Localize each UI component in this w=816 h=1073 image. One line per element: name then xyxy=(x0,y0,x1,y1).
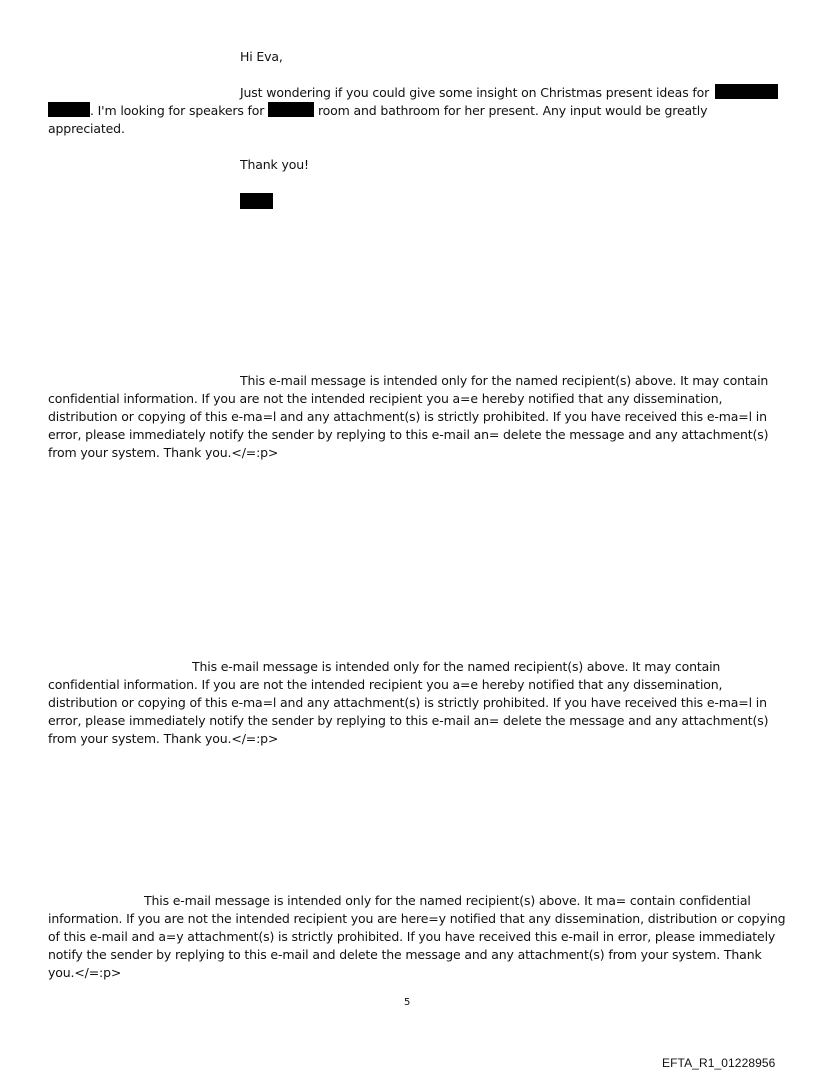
email-thanks: Thank you! xyxy=(240,157,309,172)
signature-redaction-box xyxy=(240,193,273,209)
disclaimer-3-line: of this e-mail and a=y attachment(s) is strictly prohibited. If you have received this e-mail in error, please immediately xyxy=(48,929,776,944)
email-body-line-3: appreciated. xyxy=(48,121,125,136)
email-body-text-1: Just wondering if you could give some insight on Christmas present ideas for xyxy=(240,85,710,100)
disclaimer-1-line: distribution or copying of this e-ma=l and any attachment(s) is strictly prohibited. If you have received this e-ma=l in xyxy=(48,409,767,424)
disclaimer-1-first-line: This e-mail message is intended only for the named recipient(s) above. It may contain xyxy=(240,373,769,388)
email-body-text-3: room and bathroom for her present. Any input would be greatly xyxy=(317,103,708,118)
disclaimer-2-line: from your system. Thank you.</=:p> xyxy=(48,731,279,746)
disclaimer-2-first-line: This e-mail message is intended only for the named recipient(s) above. It may contain xyxy=(192,659,721,674)
disclaimer-3-line: notify the sender by replying to this e-mail and delete the message and any attachment(s) from your system. Thank xyxy=(48,947,762,962)
disclaimer-3-line: you.</=:p> xyxy=(48,965,122,980)
disclaimer-1-line: error, please immediately notify the sender by replying to this e-mail an= delete the message and any attachment(s) xyxy=(48,427,769,442)
bates-number: EFTA_R1_01228956 xyxy=(662,1056,776,1070)
email-body-text-2: . I'm looking for speakers for xyxy=(90,103,265,118)
disclaimer-1-line: confidential information. If you are not the intended recipient you a=e hereby notified that any dissemination, xyxy=(48,391,723,406)
disclaimer-2-line: confidential information. If you are not the intended recipient you a=e hereby notified that any dissemination, xyxy=(48,677,723,692)
disclaimer-3-line: information. If you are not the intended recipient you are here=y notified that any dissemination, distribution or copying xyxy=(48,911,786,926)
email-body-line-1 xyxy=(240,84,778,102)
redaction-box xyxy=(48,102,90,117)
disclaimer-2-line: error, please immediately notify the sender by replying to this e-mail an= delete the message and any attachment(s) xyxy=(48,713,769,728)
redaction-box xyxy=(715,84,778,99)
disclaimer-3-first-line: This e-mail message is intended only for the named recipient(s) above. It ma= contain confidential xyxy=(144,893,751,908)
page-number: 5 xyxy=(404,997,411,1008)
redaction-box xyxy=(268,102,314,117)
disclaimer-1-line: from your system. Thank you.</=:p> xyxy=(48,445,279,460)
email-greeting: Hi Eva, xyxy=(240,49,283,64)
email-body-line-2 xyxy=(48,102,707,120)
disclaimer-2-line: distribution or copying of this e-ma=l and any attachment(s) is strictly prohibited. If you have received this e-ma=l in xyxy=(48,695,767,710)
